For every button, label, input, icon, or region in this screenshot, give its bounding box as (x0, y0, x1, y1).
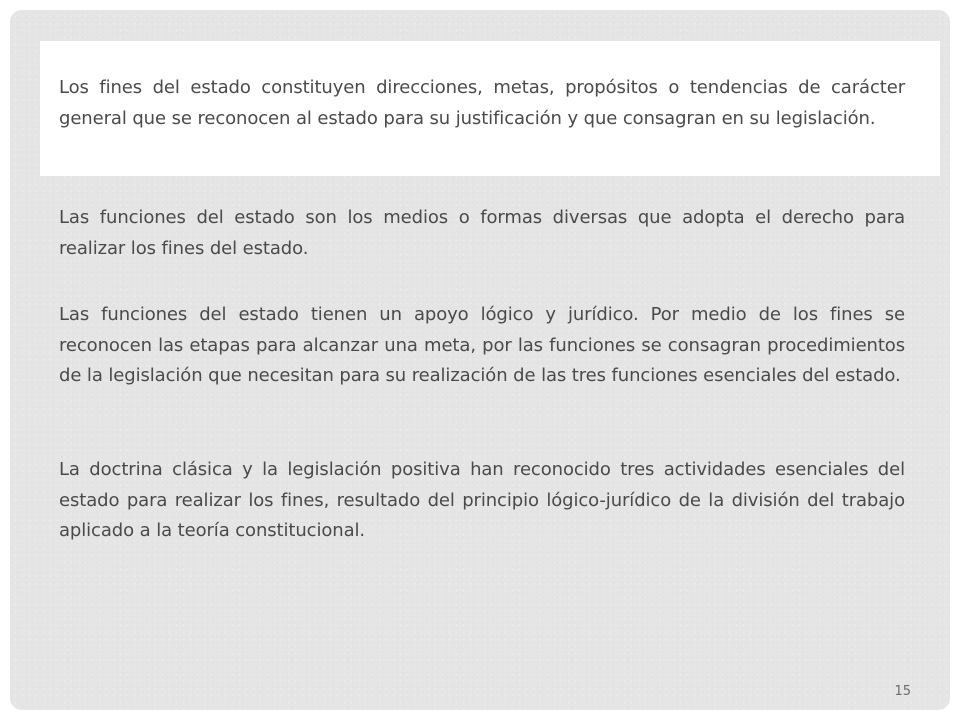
paragraph-apoyo-logico-juridico: Las funciones del estado tienen un apoyo lógico y jurídico. Por medio de los fines se reconocen las etapas para alcanzar una meta, por las funciones se consagran procedimientos de la legislación que necesitan para su realización de las tres funciones esenciales del estado. (59, 304, 905, 386)
page-number: 15 (894, 684, 911, 699)
paragraph-doctrina-clasica: La doctrina clásica y la legislación positiva han reconocido tres actividades esenciales del estado para realizar los fines, resultado del principio lógico-jurídico de la división del trabajo aplicado a la teoría constitucional. (59, 459, 905, 541)
paragraph-funciones-del-estado: Las funciones del estado son los medios o formas diversas que adopta el derecho para realizar los fines del estado. (59, 207, 905, 259)
paragraph-fines-del-estado: Los fines del estado constituyen direcciones, metas, propósitos o tendencias de carácter general que se reconocen al estado para su justificación y que consagran en su legislación. (59, 77, 905, 129)
